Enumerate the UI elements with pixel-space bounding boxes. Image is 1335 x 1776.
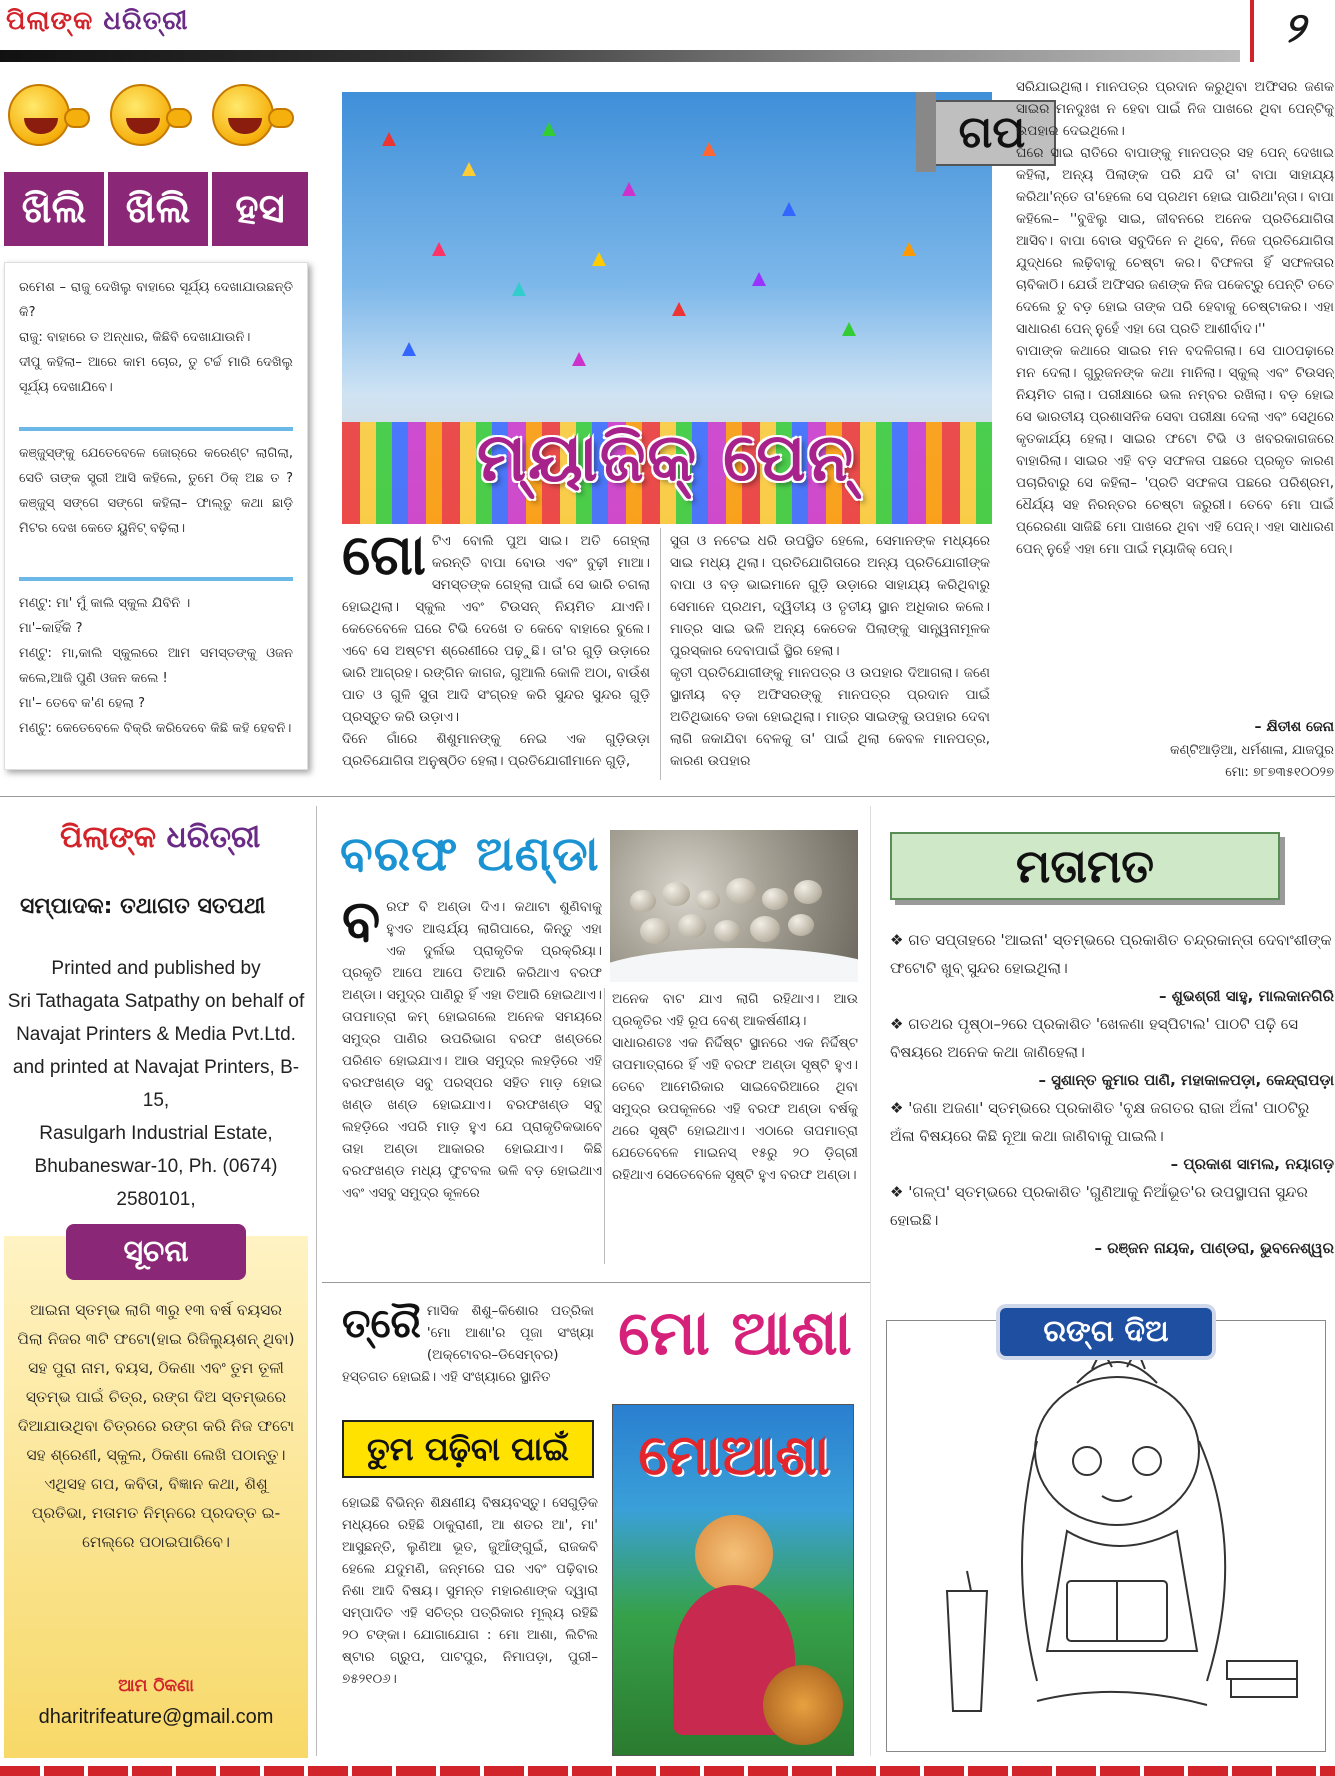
- imprint-logo-part-a: ପିଲାଙ୍କ: [60, 820, 157, 855]
- baraf-column-1-text: ରଫ ବି ଅଣ୍ଡା ଦିଏ। କଥାଟା ଶୁଣିବାକୁ ହୁଏତ ଆଶ୍ଚର୍ଯ୍ୟ ଲାଗିପାରେ, କିନ୍ତୁ ଏହା ଏକ ଦୁର୍ଲଭ ପ୍ରାକୃତିକ ପ୍ରକ୍ରିୟା। ପ୍ରକୃତି ଆପେ ଆପେ ତିଆରି କରିଥାଏ ବରଫ ଅଣ୍ଡା। ସମୁଦ୍ର ପାଣିରୁ ହିଁ ଏହା ତିଆରି ହୋଇଥାଏ। ତାପମାତ୍ରା କମ୍ ହୋଇଗଲେ ଅନେକ ସମୟରେ ସମୁଦ୍ର ପାଣିର ଉପରିଭାଗ ବରଫ ଖଣ୍ଡରେ ପରିଣତ ହୋଇଯାଏ। ଆଉ ସମୁଦ୍ର ଲହଡ଼ିରେ ଏହି ବରଫଖଣ୍ଡ ସବୁ ପରସ୍ପର ସହିତ ମାଡ଼ ହୋଇ ଖଣ୍ଡ ଖଣ୍ଡ ହୋଇଯାଏ। ବରଫଖଣ୍ଡ ସବୁ ଲହଡ଼ିରେ ଏପରି ମାଡ଼ ହୁଏ ଯେ ପ୍ରାକୃତିକଭାବେ ତାହା ଅଣ୍ଡା ଆକାରର ହୋଇଯାଏ। କିଛି ବରଫଖଣ୍ଡ ମଧ୍ୟ ଫୁଟବଲ ଭଳି ବଡ଼ ହୋଇଥାଏ ଏବଂ ଏସବୁ ସମୁଦ୍ର କୂଳରେ: [342, 899, 602, 1201]
- joke-text: କଞ୍ଜୁସ୍‌ଙ୍କୁ ଯେତେବେଳେ ଜୋର୍‌ରେ କରେଣ୍ଟ ଲାଗିଲା, ସେତି ତାଙ୍କ ସ୍ତ୍ରୀ ଆସି କହିଲେ, ତୁମେ ଠିକ୍ ଅଛ ତ ? କଞ୍ଜୁସ୍ ସଙ୍ଗେ ସଙ୍ଗେ କହିଲା– ଫାଲ୍ତୁ କଥା ଛାଡ଼ି ମିଟର ଦେଖ କେତେ ୟୁନିଟ୍ ବଢ଼ିଲା।: [19, 446, 293, 536]
- printed-line: Navajat Printers & Media Pvt.Ltd.: [16, 1024, 296, 1045]
- page-number: ୨: [1250, 0, 1335, 62]
- page-bottom-rule: [0, 1766, 1335, 1776]
- coloring-tab: ରଙ୍ଗ ଦିଅ: [1000, 1308, 1212, 1356]
- story-column-2: ସୁତା ଓ ନଟେଇ ଧରି ଉପସ୍ଥିତ ହେଲେ, ସେମାନଙ୍କ ମଧ୍ୟରେ ସାଇ ମଧ୍ୟ ଥିଲା। ପ୍ରତିଯୋଗିତାରେ ଅନ୍ୟ ପ୍ରତିଯୋଗୀଙ୍କ ବାପା ଓ ବଡ଼ ଭାଇମାନେ ଗୁଡ଼ି ଉଡ଼ାରେ ସାହାଯ୍ୟ କରିଥିବାରୁ ସେମାନେ ପ୍ରଥମ, ଦ୍ୱିତୀୟ ଓ ତୃତୀୟ ସ୍ଥାନ ଅଧିକାର କଲେ। ମାତ୍ର ସାଇ ଭଳି ଅନ୍ୟ କେତେକ ପିଲାଙ୍କୁ ସାନ୍ତ୍ୱନାମୂଳକ ପୁରସ୍କାର ଦେବାପାଇଁ ସ୍ଥିର ହେଲା। କୃତୀ ପ୍ରତିଯୋଗୀଙ୍କୁ ମାନପତ୍ର ଓ ଉପହାର ଦିଆଗଲା। ଜଣେ ସ୍ଥାନୀୟ ବଡ଼ ଅଫିସରଙ୍କୁ ମାନପତ୍ର ପ୍ରଦାନ ପାଇଁ ଅତିଥିଭାବେ ଡକା ହୋଇଥିଲା। ମାତ୍ର ସାଇଙ୍କୁ ଉପହାର ଦେବା ଲାଗି ଜକାଯିବା ବେଳକୁ ତା' ପାଇଁ ଥିଲା କେବଳ ମାନପତ୍ର, କାରଣ ଉପହାର: [670, 533, 990, 769]
- masthead-logo: [6, 6, 196, 48]
- opinion-item: [890, 1010, 1334, 1094]
- notice-email[interactable]: dharitrifeature@gmail.com: [38, 1706, 274, 1728]
- imprint-header: [0, 806, 312, 946]
- printed-line: Rasulgarh Industrial Estate,: [39, 1123, 273, 1144]
- goddess-face-illustration: [695, 1515, 773, 1593]
- hasa-banner-word: ହସ: [212, 172, 308, 246]
- hasa-banner-word: ଖିଲି: [108, 172, 208, 246]
- section-divider: [322, 1282, 870, 1283]
- story-column-1-text: ଟିଏ ବୋଲି ପୁଅ ସାଇ। ଅତି ଗେହ୍ଲା କରନ୍ତି ବାପା ବୋଉ ଏବଂ ବୁଢ଼ୀ ମାଆ। ସମସ୍ତଙ୍କ ଗେହ୍ଲା ପାଇଁ ସେ ଭାରି ଚଗଲା ହୋଇଥିଲା। ସ୍କୁଲ ଏବଂ ଟିଉସନ୍ ନିୟମିତ ଯାଏନି। କେତେବେଳେ ଘରେ ଟିଭି ଦେଖେ ତ କେବେ ବାହାରେ ବୁଲେ। ଏବେ ସେ ଅଷ୍ଟମ ଶ୍ରେଣୀରେ ପଢ଼ୁଛି। ତା'ର ଗୁଡ଼ି ଉଡ଼ାରେ ଭାରି ଆଗ୍ରହ। ରଙ୍ଗିନ କାଗଜ, ଗୁଆଲି କୋଳି ଅଠା, ବାଉଁଶ ପାତ ଓ ଗୁଳି ସୁତା ଆଦି ସଂଗ୍ରହ କରି ସୁନ୍ଦର ସୁନ୍ଦର ଗୁଡ଼ି ପ୍ରସ୍ତୁତ କରି ଉଡ଼ାଏ। ଦିନେ ଗାଁରେ ଶିଶୁମାନଙ୍କୁ ନେଇ ଏକ ଗୁଡ଼ିଉଡ଼ା ପ୍ରତିଯୋଗିତା ଅନୁଷ୍ଠିତ ହେଲା। ପ୍ରତିଯୋଗୀମାନେ ଗୁଡ଼ି,: [342, 533, 650, 769]
- pointing-hand-icon: [268, 108, 294, 128]
- editor-name: ସମ୍ପାଦକ: ତଥାଗତ ସତପଥୀ: [20, 894, 266, 919]
- story-author: – କ୍ଷିତୀଶ ଜେନା: [1254, 719, 1334, 735]
- lion-illustration: [763, 1665, 843, 1745]
- column-divider: [660, 528, 661, 780]
- column-divider: [870, 806, 871, 1756]
- imprint-logo-part-b: ଧରିତ୍ରୀ: [166, 820, 261, 855]
- laughing-emoji-icon: [212, 84, 274, 146]
- cover-title: ମୋଆଶା: [638, 1423, 830, 1488]
- section-divider: [0, 796, 1335, 797]
- printed-line: Bhubaneswar-10, Ph. (0674) 2580101,: [34, 1156, 278, 1210]
- masthead-rule: [0, 50, 1240, 62]
- baraf-column-2: ଅନେକ ବାଟ ଯାଏ ଲାଗି ରହିଥାଏ। ଆଉ ପ୍ରକୃତିର ଏହି ରୂପ ବେଶ୍ ଆକର୍ଷଣୀୟ। ସାଧାରଣତଃ ଏକ ନିର୍ଦ୍ଦିଷ୍ଟ ସ୍ଥାନରେ ଏକ ନିର୍ଦ୍ଦିଷ୍ଟ ତାପମାତ୍ରାରେ ହିଁ ଏହି ବରଫ ଅଣ୍ଡା ସୃଷ୍ଟି ହୁଏ। ତେବେ ଆମେରିକାର ସାଇବେରିଆରେ ଥିବା ସମୁଦ୍ର ଉପକୂଳରେ ଏହି ବରଫ ଅଣ୍ଡା ବର୍ଷକୁ ଥରେ ସୃଷ୍ଟି ହୋଇଥାଏ। ଏଠାରେ ତାପମାତ୍ରା ଯେତେବେଳେ ମାଇନସ୍ ୧୫ରୁ ୨୦ ଡ଼ିଗ୍ରୀ ରହିଥାଏ ସେତେବେଳେ ସୃଷ୍ଟି ହୁଏ ବରଫ ଅଣ୍ଡା।: [612, 991, 858, 1183]
- laughing-emoji-icon: [110, 84, 172, 146]
- story-title: ମ୍ୟାଜିକ୍ ପେନ୍: [476, 418, 856, 496]
- mo-asha-intro: [342, 1300, 594, 1412]
- hasa-banner-word: ଖିଲି: [4, 172, 104, 246]
- notice-address-label: ଆମ ଠିକଣା: [118, 1676, 194, 1696]
- coloring-page-frame: [886, 1320, 1326, 1752]
- story-author-address: କଣ୍ଟିଆଡ଼ିଆ, ଧର୍ମଶାଳା, ଯାଜପୁର: [1169, 743, 1334, 758]
- story-column-1: [342, 530, 650, 780]
- printed-by-block: [0, 952, 312, 1210]
- column-divider: [604, 988, 605, 1264]
- opinion-text: ❖ ଗତ ସପ୍ତାହରେ 'ଆଇନା' ସ୍ତମ୍ଭରେ ପ୍ରକାଶିତ ଚନ୍ଦ୍ରକାନ୍ତା ଦେବାଂଶୀଙ୍କ ଫଟୋଟି ଖୁବ୍ ସୁନ୍ଦର ହୋଇଥିଲା।: [890, 931, 1332, 977]
- girl-reading-outline-illustration: [887, 1321, 1327, 1753]
- column-gutter: [1008, 80, 1009, 780]
- opinion-author: – ପ୍ରକାଶ ସାମଲ, ନୟାଗଡ଼: [1170, 1155, 1334, 1173]
- story-genre-label: ଗପ: [928, 100, 1056, 166]
- laughing-emoji-icon: [8, 84, 70, 146]
- notice-tab: ସୂଚନା: [66, 1224, 246, 1280]
- story-column-3: ସରିଯାଇଥିଲା। ମାନପତ୍ର ପ୍ରଦାନ କରୁଥିବା ଅଫିସର ଜଣକ ସାଇର ମନଦୁଃଖ ନ ହେବା ପାଇଁ ନିଜ ପାଖରେ ଥିବା ପେନ୍‌ଟିକୁ ଉପହାର ଦେଇଥିଲେ। ଘରେ ସାଇ ରାତିରେ ବାପାଙ୍କୁ ମାନପତ୍ର ସହ ପେନ୍ ଦେଖାଇ କହିଲା, ଅନ୍ୟ ପିଲାଙ୍କ ପରି ଯଦି ତା' ବାପା ସାହାଯ୍ୟ କରିଥା'ନ୍ତେ ତା'ହେଲେ ସେ ପ୍ରଥମ ହୋଇ ପାରିଥା'ନ୍ତା। ବାପା କହିଲେ– ''ବୁଝିଲୁ ସାଇ, ଜୀବନରେ ଅନେକ ପ୍ରତିଯୋଗିତା ଆସିବ। ବାପା ବୋଉ ସବୁଦିନେ ନ ଥିବେ, ନିଜେ ପ୍ରତିଯୋଗିତା ଯୁଦ୍ଧରେ ଲଢ଼ିବାକୁ ଚେଷ୍ଟା କର। ବିଫଳତା ହିଁ ସଫଳତାର ଚାବିକାଠି। ଯେଉଁ ଅଫିସର ଜଣଙ୍କ ନିଜ ପକେଟ୍‌ରୁ ପେନ୍‌ଟି ତତେ ଦେଲେ ତୁ ବଡ଼ ହୋଇ ତାଙ୍କ ପରି ହେବାକୁ ଚେଷ୍ଟାକର। ଏହା ସାଧାରଣ ପେନ୍ ନୁହେଁ ଏହା ତୋ ପ୍ରତି ଆଶୀର୍ବାଦ।'' ବାପାଙ୍କ କଥାରେ ସାଇର ମନ ବଦଳିଗଲା। ସେ ପାଠପଢ଼ାରେ ମନ ଦେଲା। ଗୁରୁଜନଙ୍କ କଥା ମାନିଲା। ସ୍କୁଲ୍ ଏବଂ ଟିଉସନ୍ ନିୟମିତ ଗଲା। ପରୀକ୍ଷାରେ ଭଲ ନମ୍ବର ରଖିଲା। ବଡ଼ ହୋଇ ସେ ଭାରତୀୟ ପ୍ରଶାସନିକ ସେବା ପରୀକ୍ଷା ଦେଲା ଏବଂ ସେଥିରେ କୃତକାର୍ଯ୍ୟ ହେଲା। ସାଇର ଫଟୋ ଟିଭି ଓ ଖବରକାଗଜରେ ବାହାରିଲା। ସାଇର ଏହି ବଡ଼ ସଫଳତା ପଛରେ ପ୍ରକୃତ କାରଣ ପଚାରିବାରୁ ସେ କହିଲା– 'ପ୍ରତି ସଫଳତା ପଛରେ ପରିଶ୍ରମ, ଧୈର୍ଯ୍ୟ ସହ ନିରନ୍ତର ଚେଷ୍ଟା ଜରୁରୀ। ତେବେ ମୋ ପାଇଁ ପ୍ରେରଣା ସାଜିଛି ମୋ ପାଖରେ ଥିବା ଏହି ପେନ୍। ଏହା ସାଧାରଣ ପେନ୍ ନୁହେଁ ଏହା ମୋ ପାଇଁ ମ୍ୟାଜିକ୍ ପେନ୍।: [1016, 79, 1334, 557]
- mo-asha-body: ହୋଇଛି ବିଭିନ୍ନ ଶିକ୍ଷଣୀୟ ବିଷୟବସ୍ତୁ। ସେଗୁଡ଼ିକ ମଧ୍ୟରେ ରହିଛି ଠାକୁରାଣୀ, ଆ ଶତର ଆ', ମା' ଆସୁଛନ୍ତି, ଲୁଣିଆ ଭୂତ, ଜୁଆଁଙ୍ଗୁଇଁ, ରାଜକବି ହେଲେ ଯଦୁମଣି, ଜନ୍ମରେ ଘର ଏବଂ ପଢ଼ିବାର ନିଶା ଆଦି ବିଷୟ। ସୁମନ୍ତ ମହାରଣାଙ୍କ ଦ୍ୱାରା ସମ୍ପାଦିତ ଏହି ସଚିତ୍ର ପତ୍ରିକାର ମୂଲ୍ୟ ରହିଛି ୨୦ ଟଙ୍କା। ଯୋଗାଯୋଗ : ମୋ ଆଶା, ଲିଟିଲ ଷ୍ଟାର ଗ୍ରୁପ, ପାଟପୁର, ନିମାପଡ଼ା, ପୁରୀ–୭୫୨୧୦୬।: [342, 1495, 598, 1687]
- for-you-to-read-label: ତୁମ ପଢ଼ିବା ପାଇଁ: [342, 1420, 594, 1478]
- laughing-emoji-row: [0, 78, 312, 150]
- mo-asha-intro-text: ମାସିକ ଶିଶୁ–କିଶୋର ପତ୍ରିକା 'ମୋ ଆଶା'ର ପୂଜା ସଂଖ୍ୟା (ଅକ୍ଟୋବର–ଡିସେମ୍ବର) ହସ୍ତଗତ ହୋଇଛି। ଏହି ସଂଖ୍ୟାରେ ସ୍ଥାନିତ: [342, 1303, 594, 1385]
- printed-line: Sri Tathagata Satpathy on behalf of: [7, 991, 305, 1012]
- hasa-banner: [4, 172, 308, 246]
- joke-text: ମଣ୍ଟୁ: ମା' ମୁଁ କାଲି ସ୍କୁଲ ଯିବିନି । ମା'–କାହିଁକି ? ମଣ୍ଟୁ: ମା,କାଲି ସ୍କୁଲରେ ଆମ ସମସ୍ତଙ୍କୁ ଓଜନ କଲେ,ଆଜି ପୁଣି ଓଜନ କଲେ ! ମା'– ତେବେ କ'ଣ ହେଲା ? ମଣ୍ଟୁ: କେତେବେଳେ ବିକ୍ରି କରିଦେବେ କିଛି କହି ହେବନି।: [19, 596, 293, 736]
- opinion-item: [890, 926, 1334, 1010]
- joke-divider: [19, 427, 293, 431]
- masthead-logo-part-b: ଧରିତ୍ରୀ: [103, 6, 189, 36]
- opinion-author: – ରଞ୍ଜନ ନାୟକ, ପାଣ୍ଡରା, ଭୁବନେଶ୍ୱର: [1094, 1239, 1334, 1257]
- ice-eggs-photo: [610, 830, 858, 982]
- opinion-text: ❖ 'ଗଳ୍ପ' ସ୍ତମ୍ଭରେ ପ୍ରକାଶିତ 'ଗୁଣିଆକୁ ନିଆଁଭୂତ'ର ଉପସ୍ଥାପନା ସୁନ୍ଦର ହୋଇଛି।: [890, 1183, 1308, 1229]
- baraf-title: ବରଫ ଅଣ୍ଡା: [340, 826, 600, 882]
- opinion-text: ❖ ଗତଥର ପୃଷ୍ଠା–୨ରେ ପ୍ରକାଶିତ 'ଖେଳଣା ହସ୍ପିଟାଲ' ପାଠଟି ପଢ଼ି ସେ ବିଷୟରେ ଅନେକ କଥା ଜାଣିହେଲା।: [890, 1015, 1299, 1061]
- joke-text: ରମେଶ – ରାଜୁ ଦେଖିଲୁ ବାହାରେ ସୂର୍ଯ୍ୟ ଦେଖାଯାଉଛନ୍ତି କି? ରାଜୁ: ବାହାରେ ତ ଅନ୍ଧାର, କିଛିବି ଦେଖାଯାଉନି। ଦୀପୁ କହିଲା– ଆରେ କାମ ଚୋର, ତୁ ଟର୍ଚ୍ଚ ମାରି ଦେଖିଲୁ ସୂର୍ଯ୍ୟ ଦେଖାଯିବେ।: [19, 280, 293, 395]
- mo-asha-title: ମୋ ଆଶା: [618, 1296, 852, 1369]
- story-dropcap: ଗୋ: [342, 530, 426, 588]
- printed-line: and printed at Navajat Printers, B-15,: [12, 1057, 300, 1111]
- opinion-author: – ସୁଶାନ୍ତ କୁମାର ପାଣି, ମହାକାଳପଡ଼ା, କେନ୍ଦ୍ରାପଡ଼ା: [1038, 1071, 1334, 1089]
- mo-asha-dropcap: ତ୍ରୈ: [342, 1301, 421, 1347]
- notice-box: [4, 1236, 308, 1758]
- notice-text: ଆଇନା ସ୍ତମ୍ଭ ଲାଗି ୩ରୁ ୧୩ ବର୍ଷ ବୟସର ପିଲା ନିଜର ୩ଟି ଫଟୋ(ହାଇ ରିଜିଲ୍ୟୁଶନ୍ ଥିବା) ସହ ପୁରା ନାମ, ବୟସ, ଠିକଣା ଏବଂ ତୁମ ତୂଳୀ ସ୍ତମ୍ଭ ପାଇଁ ଚିତ୍ର, ରଙ୍ଗ ଦିଅ ସ୍ତମ୍ଭରେ ଦିଆଯାଉଥିବା ଚିତ୍ରରେ ରଙ୍ଗ କରି ନିଜ ଫଟୋ ସହ ଶ୍ରେଣୀ, ସ୍କୁଲ, ଠିକଣା ଲେଖି ପଠାନ୍ତୁ। ଏଥିସହ ଗପ, କବିତା, ବିଜ୍ଞାନ କଥା, ଶିଶୁ ପ୍ରତିଭା, ମତାମତ ନିମ୍ନରେ ପ୍ରଦତ୍ତ ଇ-ମେଲ୍‌ରେ ପଠାଇପାରିବେ।: [17, 1301, 295, 1551]
- opinions-title: ମତାମତ: [890, 832, 1280, 900]
- pointing-hand-icon: [64, 108, 90, 128]
- baraf-column-1: [342, 896, 602, 1266]
- opinion-item: [890, 1094, 1334, 1178]
- pointing-hand-icon: [166, 108, 192, 128]
- opinion-item: [890, 1178, 1334, 1262]
- joke-divider: [19, 577, 293, 581]
- column-divider: [316, 806, 317, 1756]
- masthead-logo-part-a: ପିଲାଙ୍କ: [6, 6, 94, 36]
- opinions-list: [890, 926, 1334, 1262]
- baraf-dropcap: ବ: [342, 896, 381, 954]
- imprint-logo: [60, 820, 300, 870]
- printed-line: Printed and published by: [51, 958, 261, 979]
- opinion-text: ❖ 'ଜଣା ଅଜଣା' ସ୍ତମ୍ଭରେ ପ୍ରକାଶିତ 'ବୃକ୍ଷ ଜଗତର ରାଜା ଅଁଳା' ପାଠଟିରୁ ଅଁଳା ବିଷୟରେ କିଛି ନୂଆ କଥା ଜାଣିବାକୁ ପାଇଲି।: [890, 1099, 1310, 1145]
- jokes-box: [4, 262, 308, 770]
- opinion-author: – ଶୁଭଶ୍ରୀ ସାହୁ, ମାଲକାନଗିରି: [1159, 987, 1334, 1005]
- story-author-phone: ମୋ: ୭୮୭୩୫୧୦୦୨୭: [1225, 765, 1334, 780]
- mo-asha-cover: [612, 1404, 854, 1756]
